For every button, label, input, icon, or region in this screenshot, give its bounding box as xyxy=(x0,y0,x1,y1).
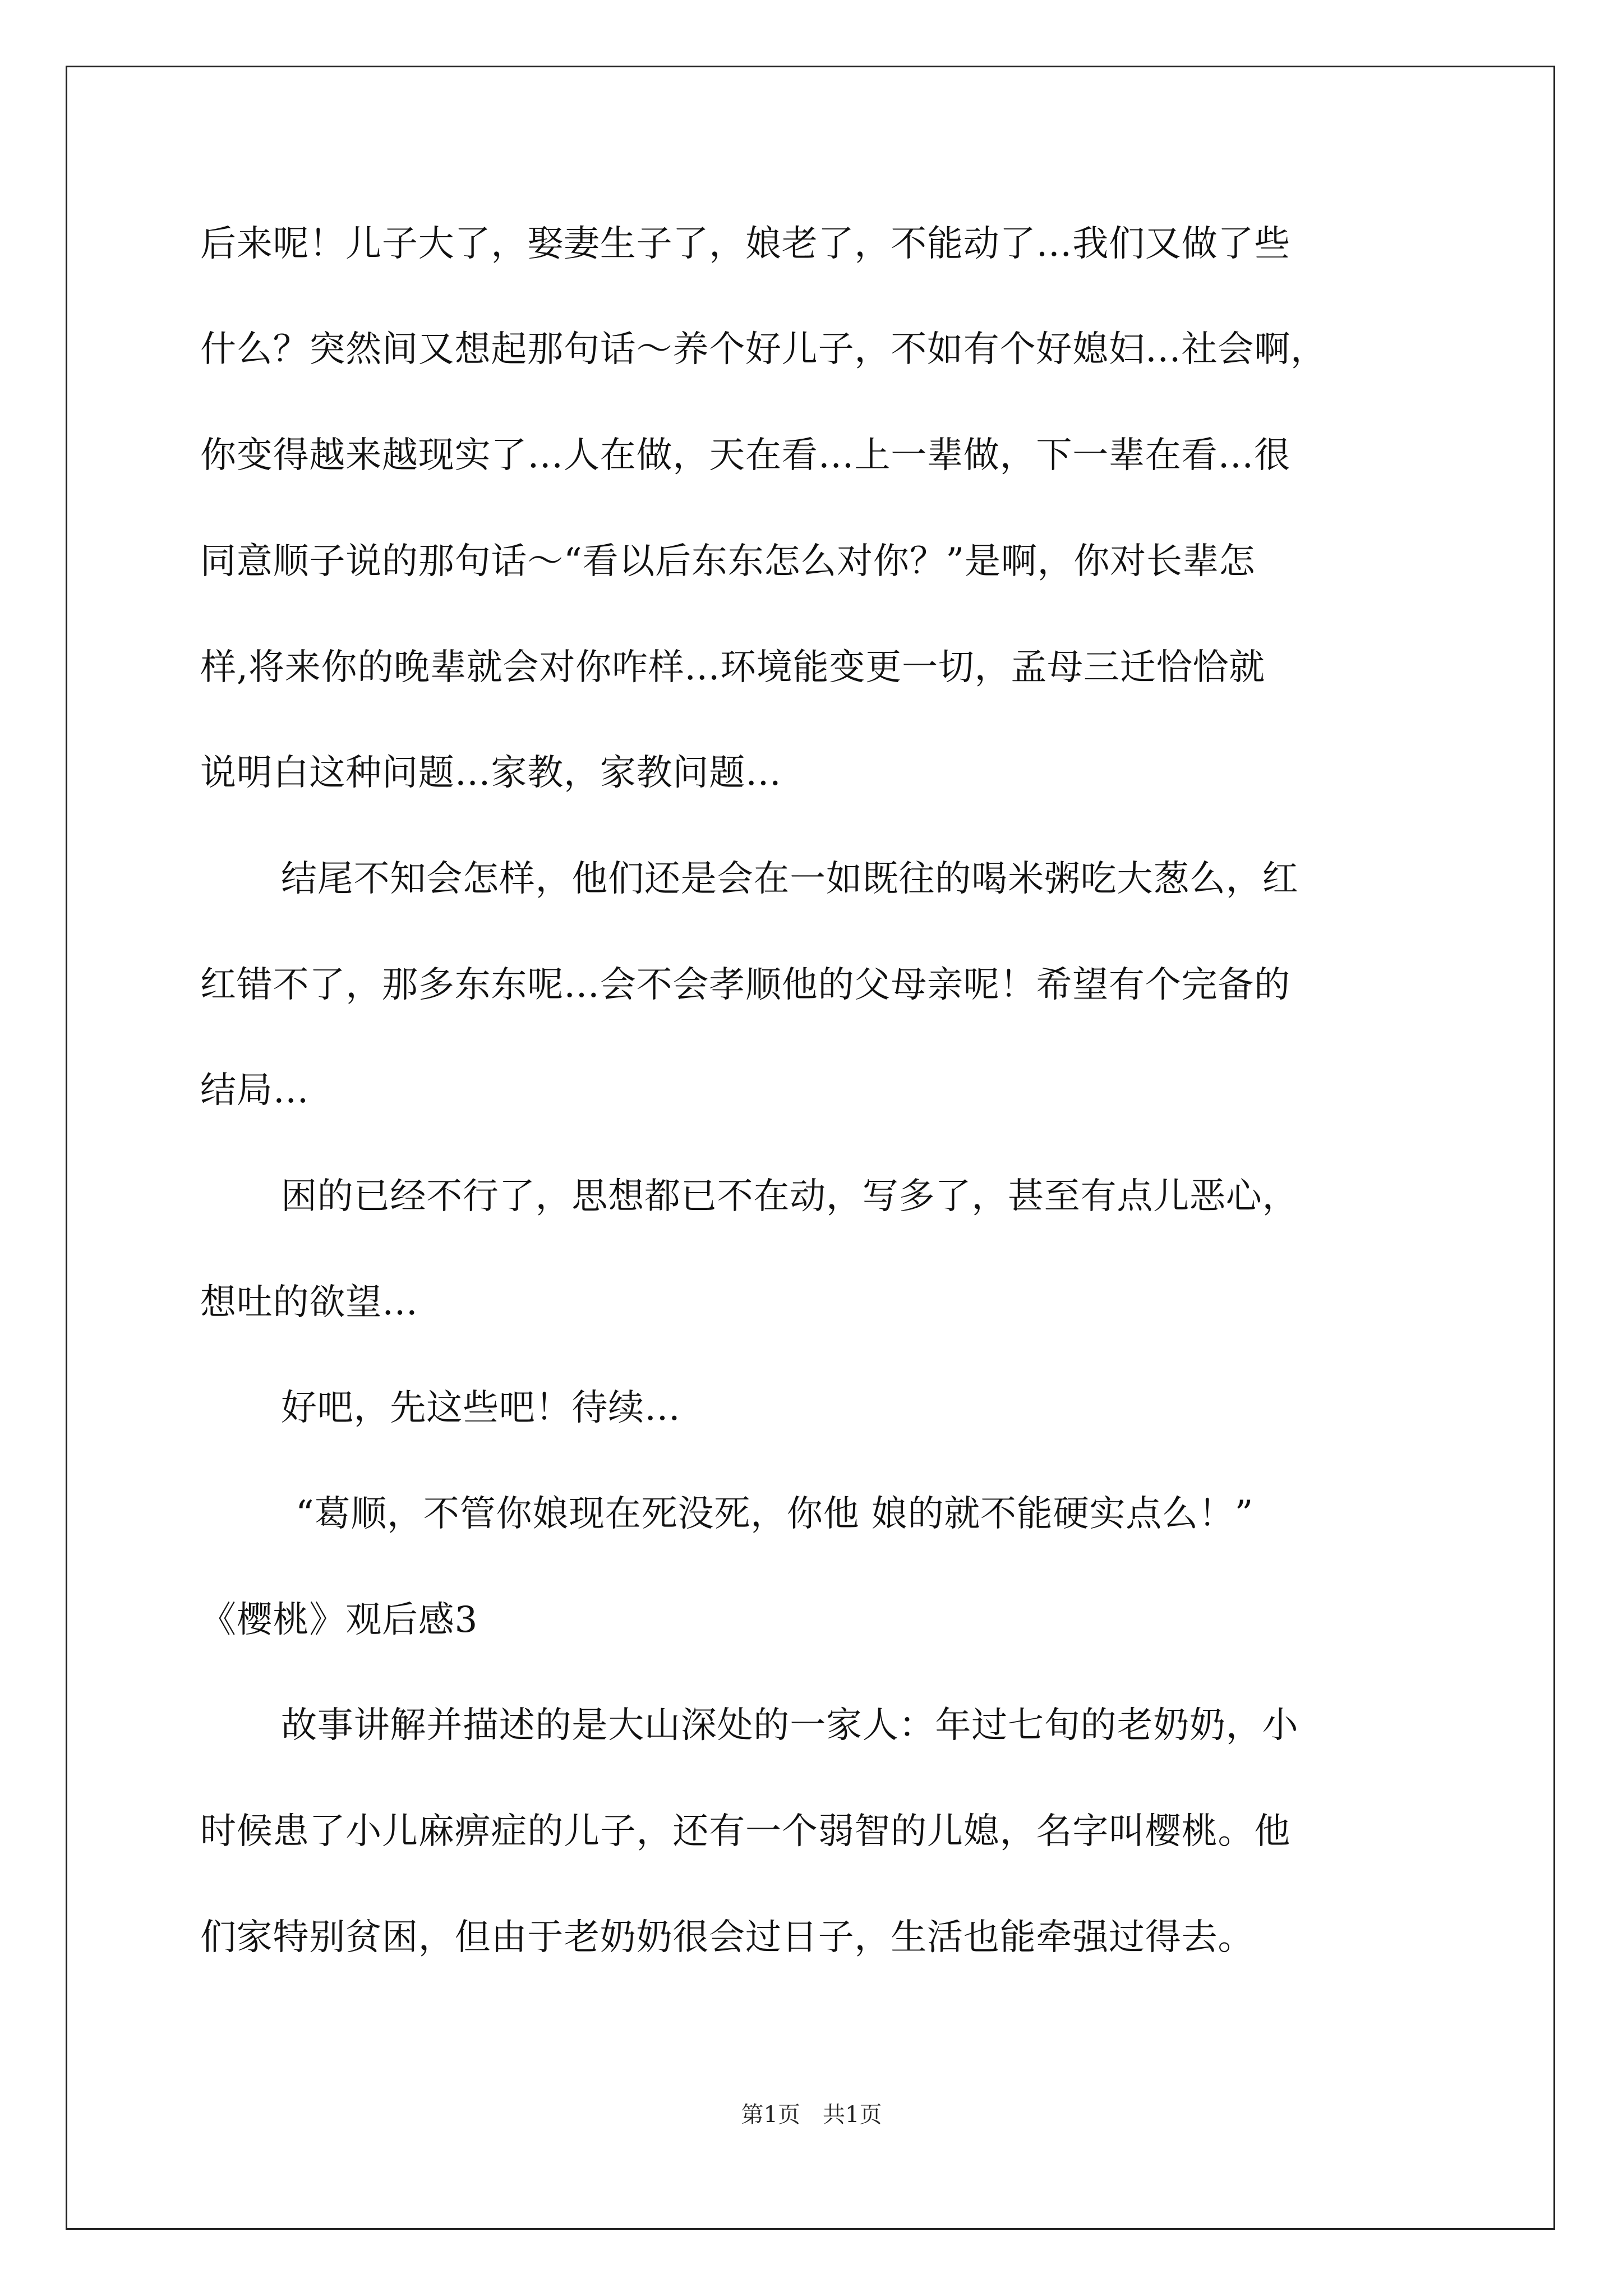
text-line: 时候患了小儿麻痹症的儿子，还有一个弱智的儿媳，名字叫樱桃。他 xyxy=(200,1811,1290,1852)
page-border xyxy=(66,66,1555,2230)
text-line: 后来呢！儿子大了，娶妻生子了，娘老了，不能动了…我们又做了些 xyxy=(200,223,1290,265)
quote-line: “葛顺，不管你娘现在死没死，你他 娘的就不能硬实点么！” xyxy=(296,1493,1254,1535)
page-number-footer: 第1页 共1页 xyxy=(741,2102,882,2128)
text-line: 说明白这种问题…家教，家教问题… xyxy=(200,752,782,794)
text-line: 们家特别贫困，但由于老奶奶很会过日子，生活也能牵强过得去。 xyxy=(200,1917,1255,1958)
paragraph-first-line: 困的已经不行了，思想都已不在动，写多了，甚至有点儿恶心， xyxy=(281,1176,1299,1217)
text-line: 什么？突然间又想起那句话～养个好儿子，不如有个好媳妇…社会啊， xyxy=(200,329,1327,370)
text-line: 同意顺子说的那句话～“看以后东东怎么对你？”是啊，你对长辈怎 xyxy=(200,541,1256,582)
text-line: 结局… xyxy=(200,1070,310,1111)
text-line: 红错不了，那多东东呢…会不会孝顺他的父母亲呢！希望有个完备的 xyxy=(200,964,1290,1006)
paragraph-first-line: 结尾不知会怎样，他们还是会在一如既往的喝米粥吃大葱么，红 xyxy=(281,858,1299,900)
paragraph-first-line: 好吧，先这些吧！待续… xyxy=(281,1387,681,1429)
text-line: 样,将来你的晚辈就会对你咋样...环境能变更一切，孟母三迁恰恰就 xyxy=(200,647,1265,688)
text-line: 想吐的欲望… xyxy=(200,1282,418,1323)
section-heading: 《樱桃》观后感3 xyxy=(200,1599,478,1641)
text-line: 你变得越来越现实了…人在做，天在看…上一辈做，下一辈在看…很 xyxy=(200,435,1290,476)
paragraph-first-line: 故事讲解并描述的是大山深处的一家人：年过七旬的老奶奶，小 xyxy=(281,1705,1299,1746)
